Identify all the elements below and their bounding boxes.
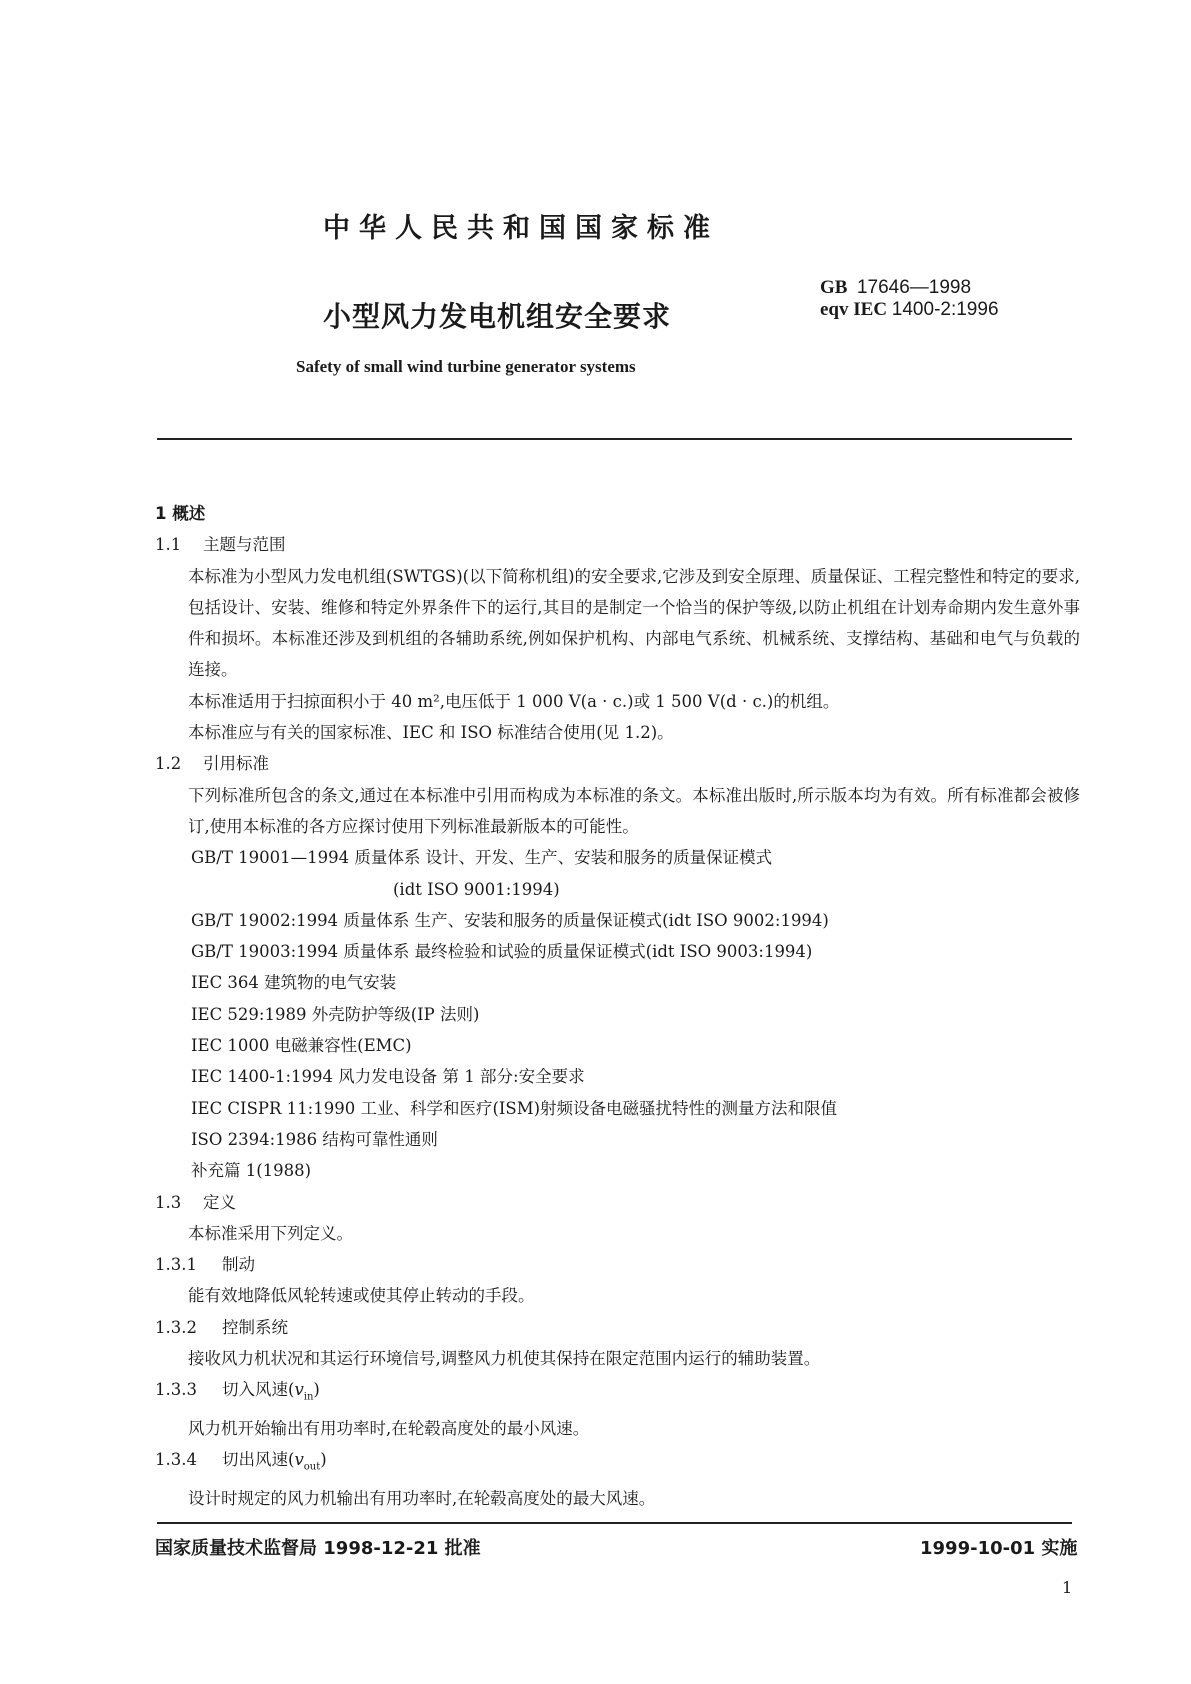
definition-control-system: 接收风力机状况和其运行环境信号,调整风力机使其保持在限定范围内运行的辅助装置。 (188, 1349, 821, 1369)
section-1-3-2-heading: 1.3.2 控制系统 (155, 1317, 288, 1337)
reference-item: IEC 1000 电磁兼容性(EMC) (191, 1036, 412, 1056)
reference-item: IEC 364 建筑物的电气安装 (191, 973, 397, 993)
definition-cut-in-wind-speed: 风力机开始输出有用功率时,在轮毂高度处的最小风速。 (188, 1418, 590, 1438)
section-1-3-1-heading: 1.3.1 制动 (155, 1255, 255, 1275)
std-number: 17646—1998 (856, 277, 972, 298)
approval-date: 国家质量技术监督局 1998-12-21 批准 (155, 1538, 481, 1559)
definition-brake: 能有效地降低风轮转速或使其停止转动的手段。 (188, 1286, 535, 1306)
eqv-prefix: eqv IEC (820, 299, 888, 320)
std-prefix: GB (820, 277, 848, 298)
implementation-date: 1999-10-01 实施 (920, 1538, 1078, 1559)
reference-item: IEC 1400-1:1994 风力发电设备 第 1 部分:安全要求 (191, 1067, 585, 1087)
footer-divider (157, 1522, 1072, 1524)
reference-item: (idt ISO 9001:1994) (393, 879, 560, 899)
reference-item: GB/T 19003:1994 质量体系 最终检验和试验的质量保证模式(idt ISO 9003:1994) (191, 942, 813, 962)
document-title-en: Safety of small wind turbine generator systems (296, 357, 636, 376)
section-1-3-3-heading: 1.3.3 切入风速$(v_{in})$ (155, 1380, 320, 1403)
paragraph-definitions-intro: 本标准采用下列定义。 (188, 1223, 353, 1243)
reference-item: IEC 529:1989 外壳防护等级(IP 法则) (191, 1004, 480, 1024)
paragraph-usage: 本标准应与有关的国家标准、IEC 和 ISO 标准结合使用(见 1.2)。 (188, 723, 674, 743)
paragraph-scope: 本标准为小型风力发电机组(SWTGS)(以下简称机组)的安全要求,它涉及到安全原理、质量保证、工程完整性和特定的要求,包括设计、安装、维修和特定外界条件下的运行,其目的是制定一个恰当的保护等级,以防止机组在计划寿命期内发生意外事件和损坏。本标准还涉及到机组的各辅助系统,例如保护机构、内部电气系统、机械系统、支撑结构、基础和电气与负载的连接。 (188, 566, 1080, 680)
definition-cut-out-wind-speed: 设计时规定的风力机输出有用功率时,在轮毂高度处的最大风速。 (188, 1488, 656, 1508)
paragraph-references-intro: 下列标准所包含的条文,通过在本标准中引用而构成为本标准的条文。本标准出版时,所示版本均为有效。所有标准都会被修订,使用本标准的各方应探讨使用下列标准最新版本的可能性。 (188, 785, 1080, 836)
document-title-cn: 小型风力发电机组安全要求 (323, 300, 672, 333)
section-1-3-heading: 1.3 定义 (155, 1192, 236, 1212)
page-number: 1 (1062, 1578, 1073, 1597)
reference-item: IEC CISPR 11:1990 工业、科学和医疗(ISM)射频设备电磁骚扰特性的测量方法和限值 (191, 1098, 838, 1118)
header-divider (157, 438, 1072, 440)
reference-item: GB/T 19002:1994 质量体系 生产、安装和服务的质量保证模式(idt ISO 9002:1994) (191, 910, 829, 930)
section-1-heading: 1 概述 (155, 504, 206, 523)
national-standard-heading: 中华人民共和国国家标准 (323, 213, 719, 244)
document-body (155, 498, 1080, 1514)
eqv-number: 1400-2:1996 (891, 299, 999, 320)
section-1-2-heading: 1.2 引用标准 (155, 754, 269, 774)
reference-item: GB/T 19001—1994 质量体系 设计、开发、生产、安装和服务的质量保证模式 (191, 848, 773, 868)
reference-item: 补充篇 1(1988) (191, 1161, 312, 1181)
reference-item: ISO 2394:1986 结构可靠性通则 (191, 1129, 438, 1149)
standard-number-block (820, 277, 999, 321)
section-1-1-heading: 1.1 主题与范围 (155, 535, 286, 555)
paragraph-applicability: 本标准适用于扫掠面积小于 40 m²,电压低于 1 000 V(a · c.)或 1 500 V(d · c.)的机组。 (188, 691, 840, 711)
section-1-3-4-heading: 1.3.4 切出风速$(v_{out})$ (155, 1450, 327, 1473)
